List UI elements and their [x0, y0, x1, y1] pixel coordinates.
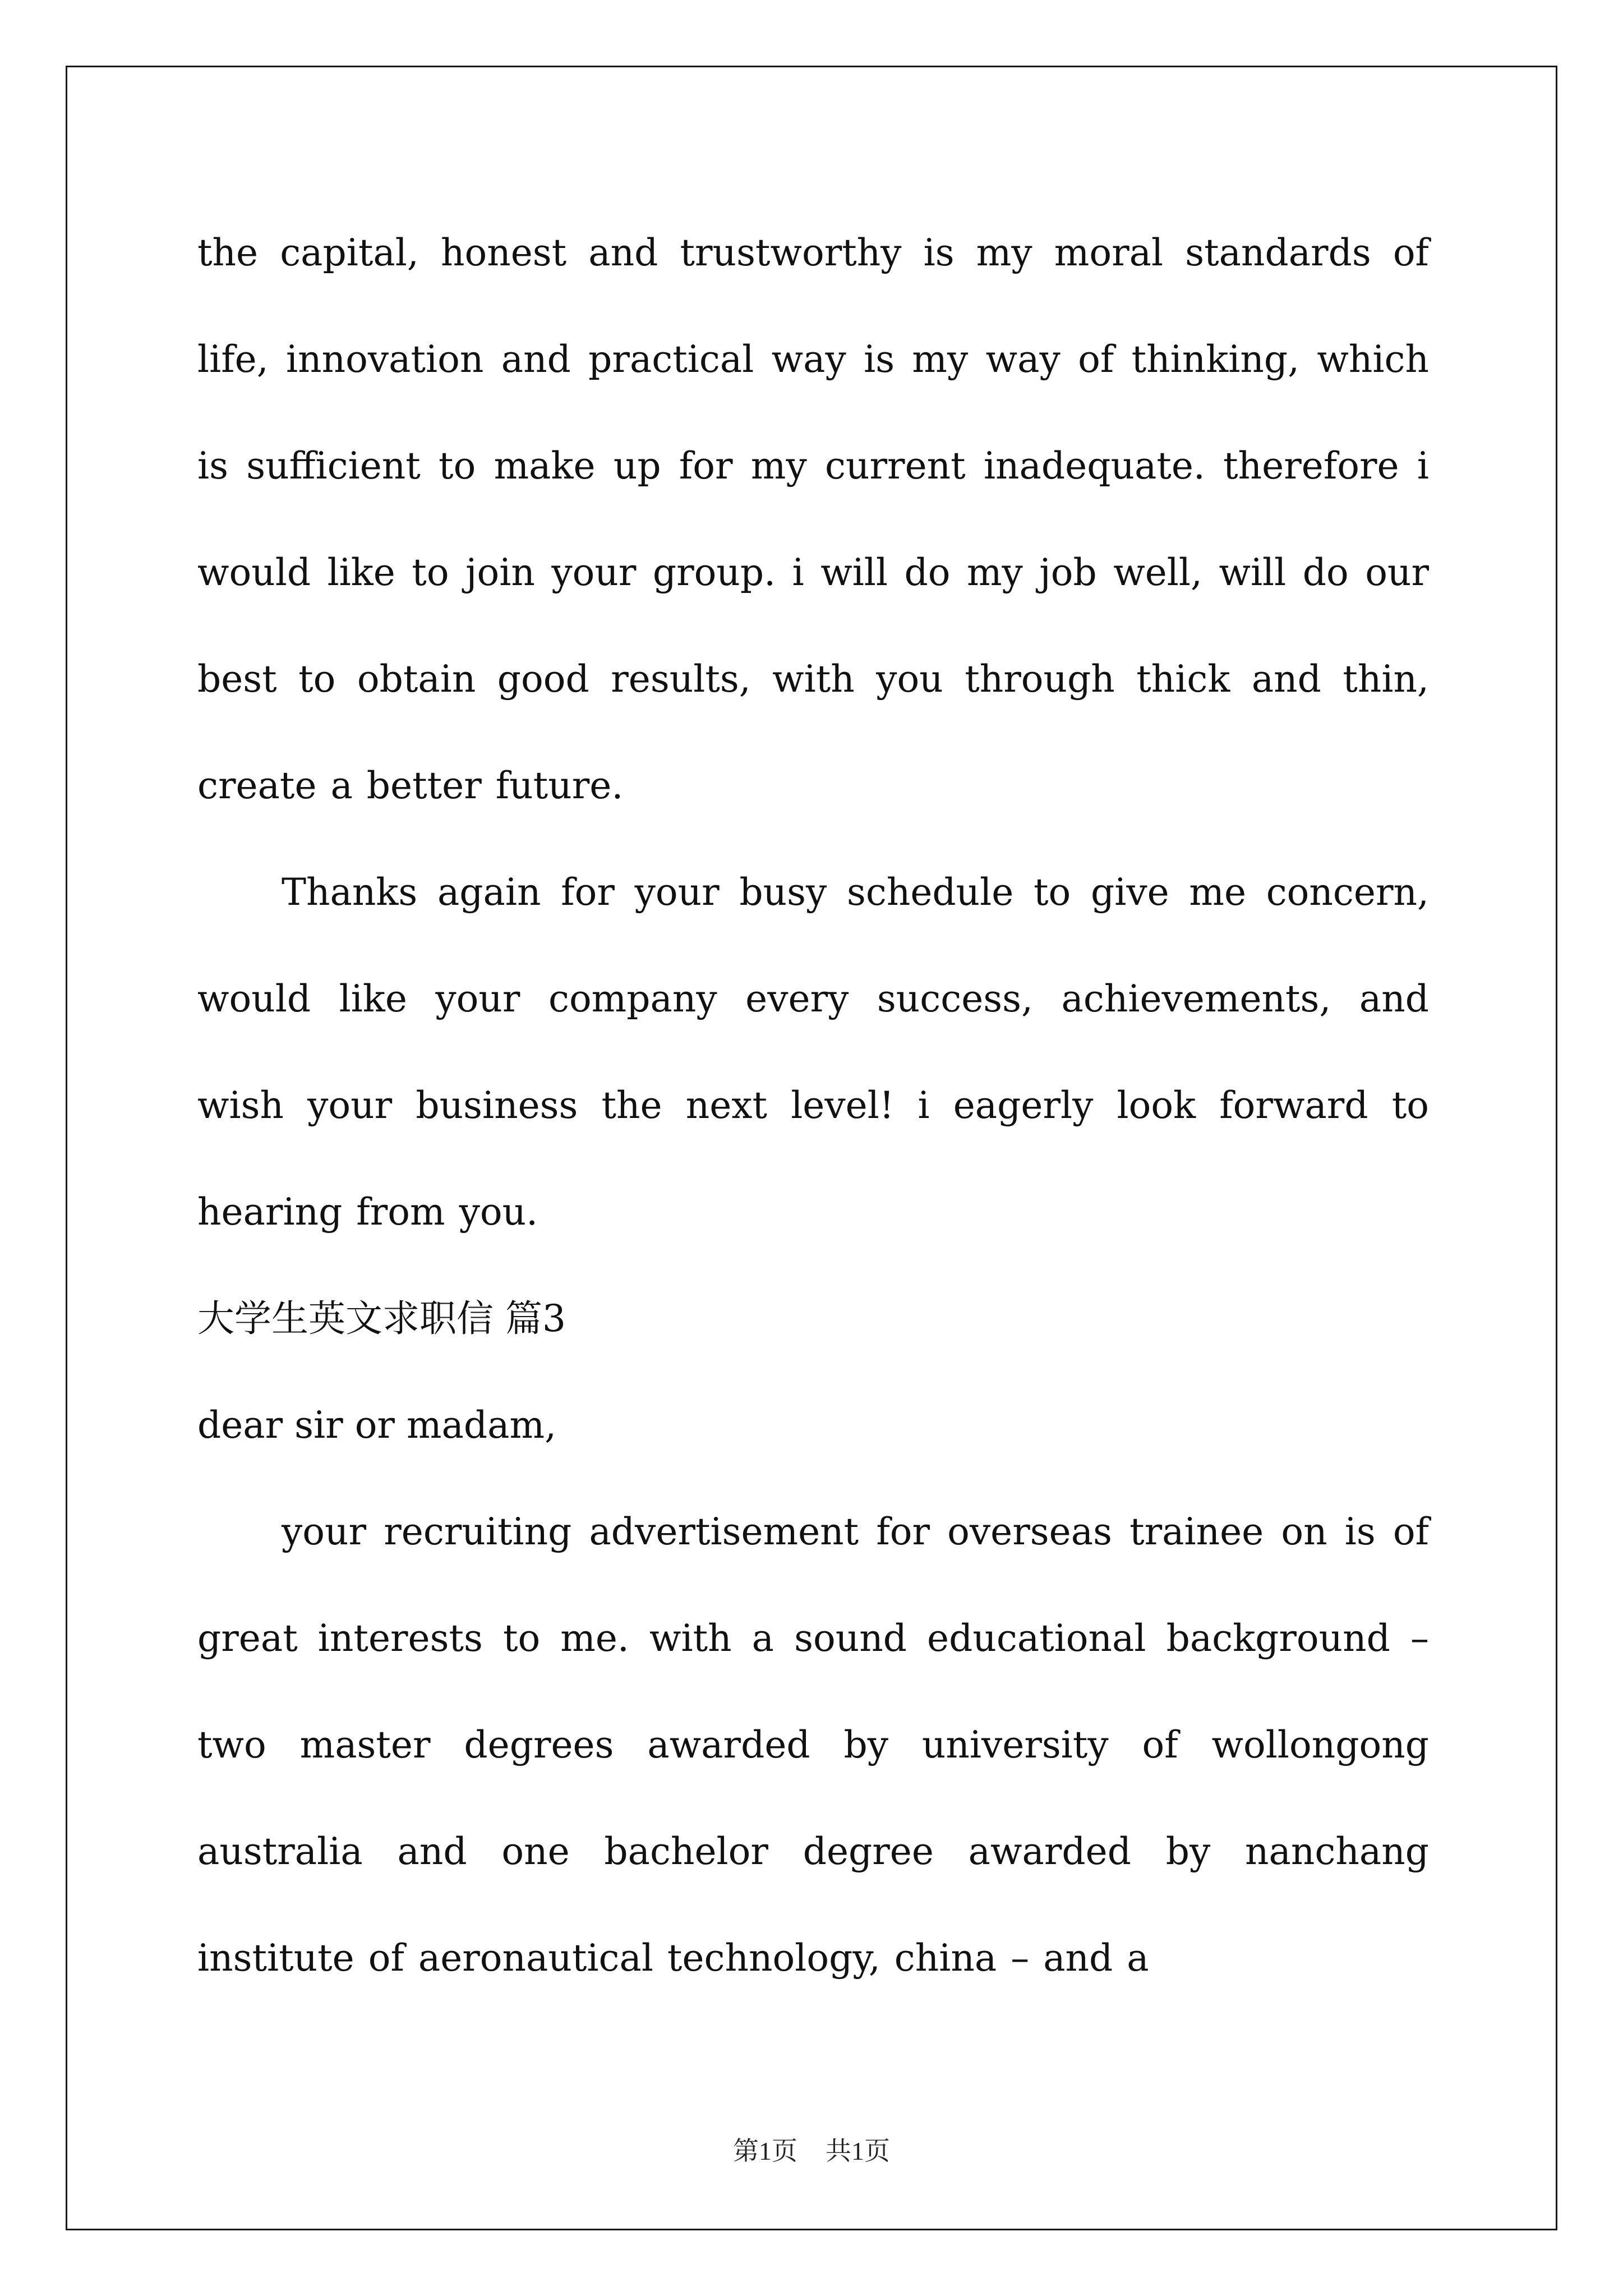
paragraph-continuation: the capital, honest and trustworthy is my moral standards of life, innovation and practical way is my way of thinking, which is sufficient to make up for my current inadequate. therefore i would like to join your group. i will do my job well, will do our best to obtain good results, with you through thick and thin, create a better future.: [197, 231, 1429, 807]
page-footer: [0, 2131, 1623, 2168]
section-heading: 大学生英文求职信 篇3: [197, 1297, 566, 1340]
page-number: 第1页: [733, 2137, 797, 2165]
paragraph-thanks: Thanks again for your busy schedule to give me concern, would like your company every success, achievements, and wish your business the next level! i eagerly look forward to hearing from you.: [197, 871, 1429, 1234]
paragraph-body: your recruiting advertisement for overseas trainee on is of great interests to me. with a sound educational background – two master degrees awarded by university of wollongong australia and one bachelor degree awarded by nanchang institute of aeronautical technology, china – and a: [197, 1510, 1429, 1980]
letter-greeting: dear sir or madam,: [197, 1404, 557, 1447]
page-total: 共1页: [826, 2137, 890, 2165]
document-body: [197, 200, 1429, 2012]
